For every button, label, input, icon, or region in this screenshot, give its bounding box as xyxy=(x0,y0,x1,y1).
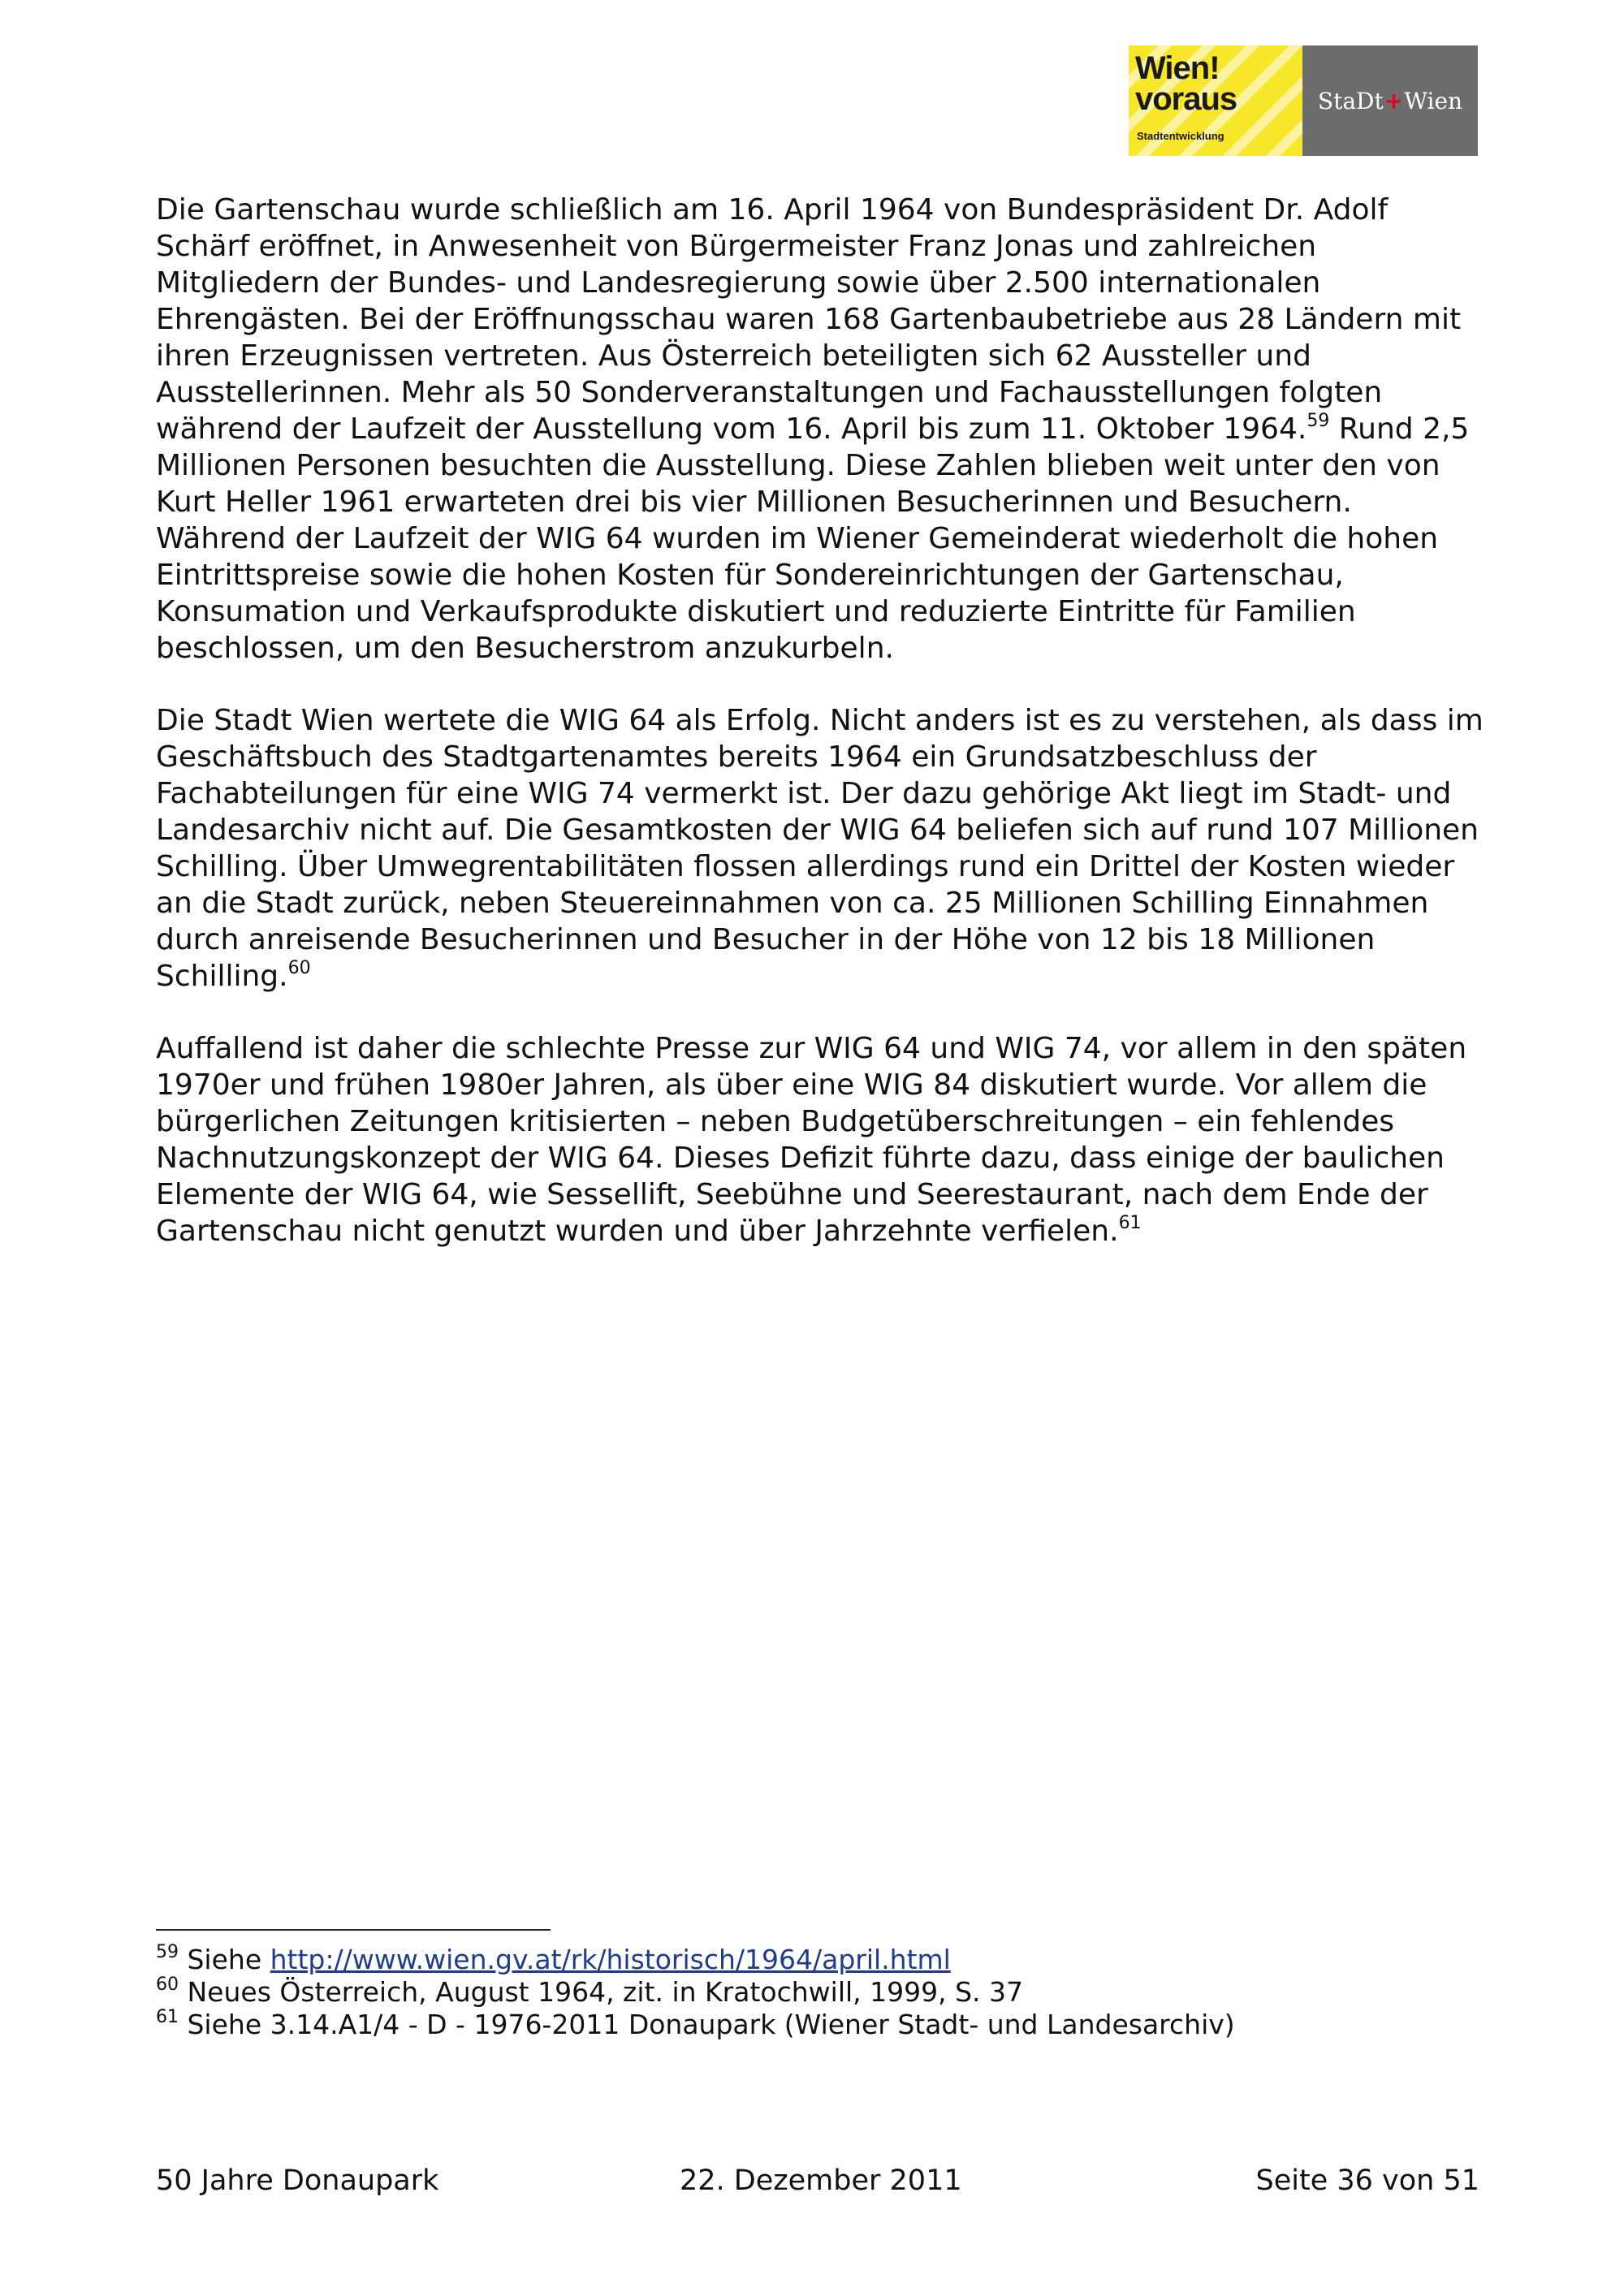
page-number: Seite 36 von 51 xyxy=(1255,2164,1479,2197)
header-logo xyxy=(1129,45,1478,156)
logo-line-2: voraus xyxy=(1135,81,1237,117)
footnote-60 xyxy=(156,1976,1488,2009)
footnote-divider xyxy=(156,1929,551,1931)
stadt-wien-cross-icon: + xyxy=(1384,87,1404,114)
footnote-59 xyxy=(156,1944,1488,1976)
logo-line-1: Wien! xyxy=(1135,50,1220,86)
paragraph-text: Die Stadt Wien wertete die WIG 64 als Erfolg. Nicht anders ist es zu verstehen, als dass im Geschäftsbuch des Stadtgartenamtes bereits 1964 ein Grundsatzbeschluss der Fachabteilungen für eine WIG 74 vermerkt ist. Der dazu gehörige Akt liegt im Stadt- und Landesarchiv nicht auf. Die Gesamtkosten der WIG 64 beliefen sich auf rund 107 Millionen Schilling. Über Umwegrentabilitäten flossen allerdings rund ein Drittel der Kosten wieder an die Stadt zurück, neben Steuereinnahmen von ca. 25 Millionen Schilling Einnahmen durch anreisende Besucherinnen und Besucher in der Höhe von 12 bis 18 Millionen Schilling. xyxy=(156,704,1484,993)
footnote-number: 60 xyxy=(156,1974,179,1995)
paragraph-text-cont: Rund 2,5 Millionen Personen besuchten die Ausstellung. Diese Zahlen blieben weit unter den von Kurt Heller 1961 erwarteten drei bis vier Millionen Besucherinnen und Besuchern. Während der Laufzeit der WIG 64 wurden im Wiener Gemeinderat wiederholt die hohen Eintrittspreise sowie die hohen Kosten für Sondereinrichtungen der Gartenschau, Konsumation und Verkaufsprodukte diskutiert und reduzierte Eintritte für Familien beschlossen, um den Besucherstrom anzukurbeln. xyxy=(156,412,1470,665)
footnote-ref[interactable]: 60 xyxy=(287,958,311,978)
footnote-number: 59 xyxy=(156,1942,179,1962)
stadt-wien-left: StaDt xyxy=(1317,87,1384,114)
footnote-text: Siehe 3.14.A1/4 - D - 1976-2011 Donaupark (Wiener Stadt- und Landesarchiv) xyxy=(179,2009,1235,2040)
footnote-link[interactable]: http://www.wien.gv.at/rk/historisch/1964/april.html xyxy=(270,1944,951,1975)
stadt-wien-logo xyxy=(1302,45,1478,156)
footnote-61 xyxy=(156,2009,1488,2041)
paragraph-text: Die Gartenschau wurde schließlich am 16. April 1964 von Bundespräsident Dr. Adolf Schärf eröffnet, in Anwesenheit von Bürgermeister Franz Jonas und zahlreichen Mitgliedern der Bundes- und Landesregierung sowie über 2.500 internationalen Ehrengästen. Bei der Eröffnungsschau waren 168 Gartenbaubetriebe aus 28 Ländern mit ihren Erzeugnissen vertreten. Aus Österreich beteiligten sich 62 Aussteller und Ausstellerinnen. Mehr als 50 Sonderveranstaltungen und Fachausstellungen folgten während der Laufzeit der Ausstellung vom 16. April bis zum 11. Oktober 1964. xyxy=(156,193,1462,446)
footnote-number: 61 xyxy=(156,2007,179,2027)
footnote-text: Neues Österreich, August 1964, zit. in Kratochwill, 1999, S. 37 xyxy=(179,1976,1024,2008)
footer-date: 22. Dezember 2011 xyxy=(680,2164,962,2197)
logo-subtitle: Stadtentwicklung xyxy=(1137,130,1224,142)
paragraph-2 xyxy=(156,702,1488,995)
footnote-ref[interactable]: 59 xyxy=(1307,411,1330,431)
stadt-wien-right: Wien xyxy=(1404,87,1463,114)
paragraph-1 xyxy=(156,192,1488,667)
wien-voraus-logo xyxy=(1129,45,1302,156)
footnote-text: Siehe xyxy=(179,1944,270,1975)
paragraph-text: Auffallend ist daher die schlechte Presse zur WIG 64 und WIG 74, vor allem in den späten 1970er und frühen 1980er Jahren, als über eine WIG 84 diskutiert wurde. Vor allem die bürgerlichen Zeitungen kritisierten – neben Budgetüberschreitungen – ein fehlendes Nachnutzungskonzept der WIG 64. Dieses Defizit führte dazu, dass einige der baulichen Elemente der WIG 64, wie Sessellift, Seebühne und Seerestaurant, nach dem Ende der Gartenschau nicht genutzt wurden und über Jahrzehnte verfielen. xyxy=(156,1032,1467,1248)
footnotes xyxy=(156,1944,1488,2041)
footer-title: 50 Jahre Donaupark xyxy=(156,2164,439,2197)
main-body xyxy=(156,192,1488,1285)
paragraph-3 xyxy=(156,1030,1488,1249)
page-footer xyxy=(156,2163,1479,2199)
footnote-ref[interactable]: 61 xyxy=(1118,1213,1142,1233)
